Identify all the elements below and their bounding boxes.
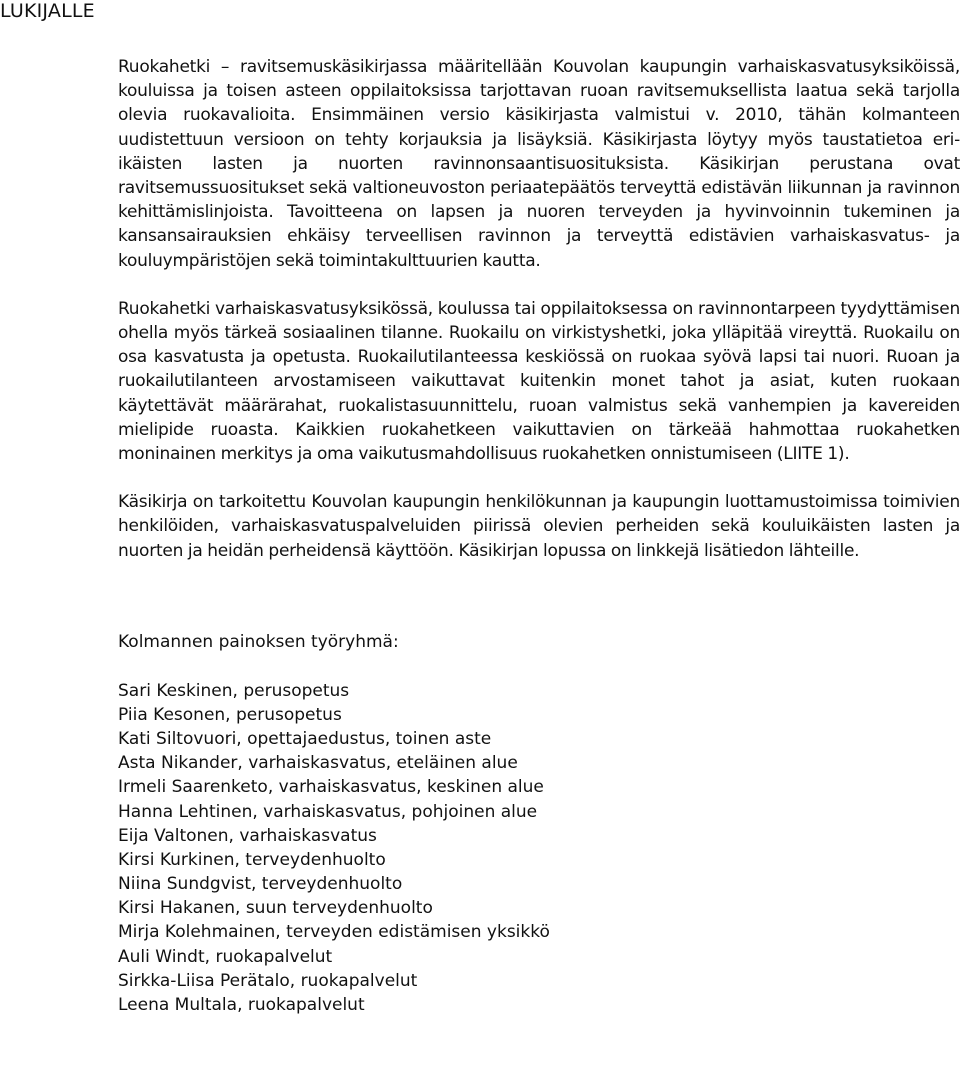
list-item: Asta Nikander, varhaiskasvatus, eteläinen alue [118, 753, 518, 774]
mealtime-paragraph: Ruokahetki varhaiskasvatusyksikössä, koulussa tai oppilaitoksessa on ravinnontarpeen tyydyttämisen ohella myös tärkeä sosiaalinen tilanne. Ruokailu on virkistyshetki, joka ylläpitää vireyttä. Ruokailu on osa kasvatusta ja opetusta. Ruokailutilanteessa keskiössä on ruokaa syövä lapsi tai nuori. Ruoan ja ruokailutilanteen arvostamiseen vaikuttavat kuitenkin monet tahot ja asiat, kuten ruokaan käytettävät määrärahat, ruokalistasuunnittelu, ruoan valmistus sekä vanhempien ja kavereiden mielipide ruoasta. Kaikkien ruokahetkeen vaikuttavien on tärkeää hahmottaa ruokahetken moninainen merkitys ja oma vaikutusmahdollisuus ruokahetken onnistumiseen (LIITE 1). [118, 298, 960, 465]
list-item: Mirja Kolehmainen, terveyden edistämisen yksikkö [118, 922, 550, 943]
list-item: Niina Sundgvist, terveydenhuolto [118, 874, 403, 895]
list-item: Sirkka-Liisa Perätalo, ruokapalvelut [118, 970, 418, 991]
list-item: Eija Valtonen, varhaiskasvatus [118, 825, 377, 846]
list-item: Kirsi Kurkinen, terveydenhuolto [118, 849, 386, 870]
list-item: Leena Multala, ruokapalvelut [118, 994, 365, 1015]
intro-paragraph: Ruokahetki – ravitsemuskäsikirjassa määritellään Kouvolan kaupungin varhaiskasvatusyksiköissä, kouluissa ja toisen asteen oppilaitoksissa tarjottavan ruoan ravitsemuksellista laatua sekä tarjolla olevia ruokavalioita. Ensimmäinen versio käsikirjasta valmistui v. 2010, tähän kolmanteen uudistettuun versioon on tehty korjauksia ja lisäyksiä. Käsikirjasta löytyy myös taustatietoa eri-ikäisten lasten ja nuorten ravinnonsaantisuosituksista. Käsikirjan perustana ovat ravitsemussuositukset sekä valtioneuvoston periaatepäätös terveyttä edistävän liikunnan ja ravinnon kehittämislinjoista. Tavoitteena on lapsen ja nuoren terveyden ja hyvinvoinnin tukeminen ja kansansairauksien ehkäisy terveellisen ravinnon ja terveyttä edistävien varhaiskasvatus- ja kouluympäristöjen sekä toimintakulttuurien kautta. [118, 57, 960, 271]
working-group-heading: Kolmannen painoksen työryhmä: [118, 631, 399, 652]
list-item: Kati Siltovuori, opettajaedustus, toinen aste [118, 729, 492, 750]
working-group-list [118, 679, 960, 1017]
list-item: Sari Keskinen, perusopetus [118, 680, 350, 701]
audience-paragraph: Käsikirja on tarkoitettu Kouvolan kaupungin henkilökunnan ja kaupungin luottamustoimissa toimivien henkilöiden, varhaiskasvatuspalveluiden piirissä olevien perheiden sekä kouluikäisten lasten ja nuorten ja heidän perheidensä käyttöön. Käsikirjan lopussa on linkkejä lisätiedon lähteille. [118, 492, 960, 561]
list-item: Kirsi Hakanen, suun terveydenhuolto [118, 898, 433, 919]
document-body [118, 55, 960, 1017]
list-item: Irmeli Saarenketo, varhaiskasvatus, keskinen alue [118, 777, 544, 798]
list-item: Hanna Lehtinen, varhaiskasvatus, pohjoinen alue [118, 801, 538, 822]
page-title: LUKIJALLE [0, 0, 95, 22]
list-item: Auli Windt, ruokapalvelut [118, 946, 333, 967]
list-item: Piia Kesonen, perusopetus [118, 705, 342, 726]
